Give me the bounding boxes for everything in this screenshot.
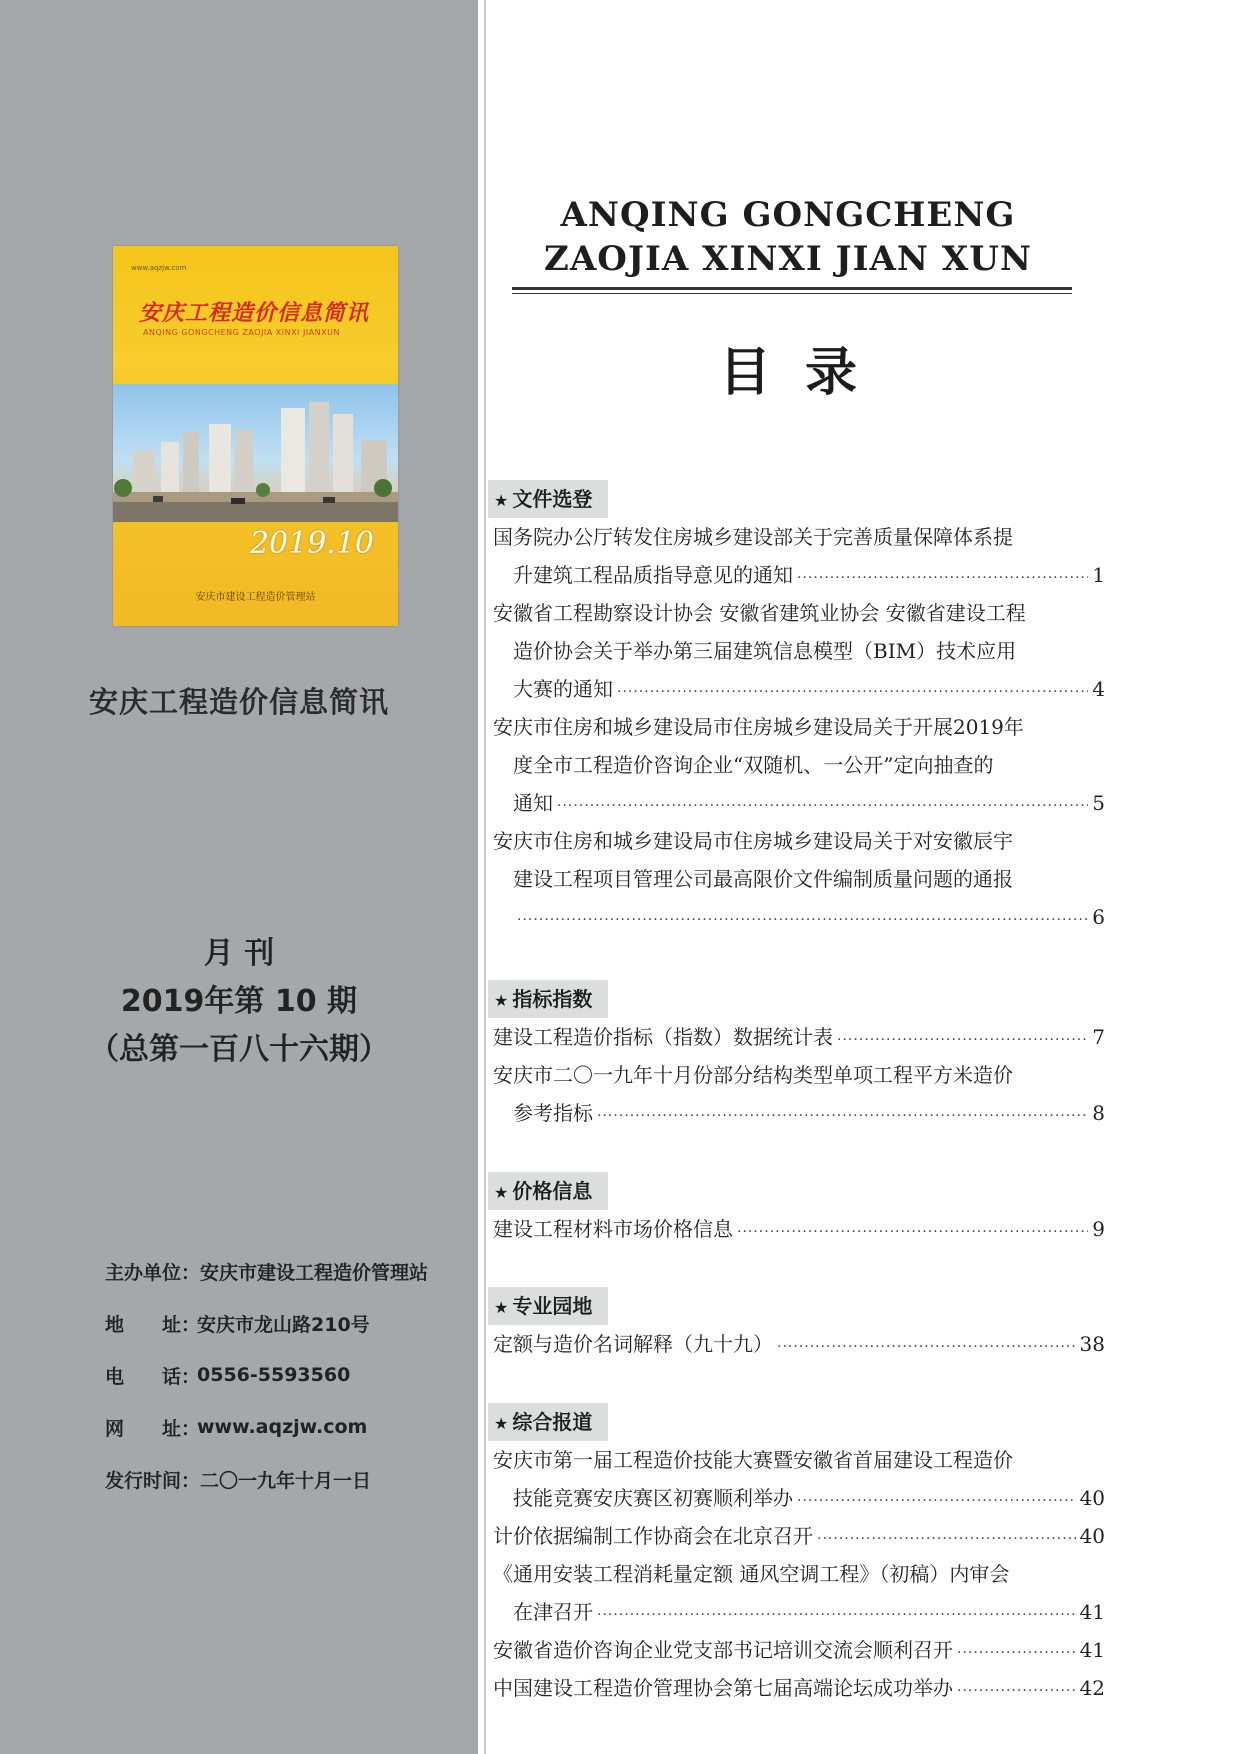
cover-url: www.aqzjw.com <box>131 264 187 272</box>
toc-entry-text: 安庆市二〇一九年十月份部分结构类型单项工程平方米造价 <box>493 1063 1013 1087</box>
toc-entry-line <box>493 1056 1105 1094</box>
toc-entry[interactable] <box>493 1555 1105 1631</box>
info-row-address <box>105 1297 428 1349</box>
section-tag <box>488 480 608 518</box>
toc-entry-text: 在津召开 <box>513 1600 593 1624</box>
toc-page-number: 6 <box>1092 905 1105 929</box>
header-title-line2: ZAOJIA XINXI JIAN XUN <box>544 239 1032 279</box>
toc-entry-text: 度全市工程造价咨询企业“双随机、一公开”定向抽查的 <box>513 753 994 777</box>
toc-entry[interactable] <box>493 1669 1105 1707</box>
toc-entry-last-line <box>493 1325 1105 1363</box>
publication-info <box>105 1245 428 1505</box>
toc-page-number: 4 <box>1092 677 1105 701</box>
star-icon: ★ <box>494 1414 509 1433</box>
toc-entry[interactable] <box>493 1517 1105 1555</box>
toc-entry-line <box>493 708 1105 746</box>
toc-entry-text: 安庆市住房和城乡建设局市住房城乡建设局关于开展2019年 <box>493 715 1024 739</box>
section-tag <box>488 1403 608 1441</box>
toc-entry-text: 建设工程造价指标（指数）数据统计表 <box>493 1025 833 1049</box>
toc-entry-last-line <box>493 1094 1105 1132</box>
star-icon: ★ <box>494 1298 509 1317</box>
dot-leader <box>617 673 1088 711</box>
toc-entry-last-line <box>493 670 1105 708</box>
cover-title: 安庆工程造价信息简讯 <box>139 300 370 326</box>
toc-entry[interactable] <box>493 518 1105 594</box>
journal-name: 安庆工程造价信息简讯 <box>88 685 389 719</box>
toc-page-number: 41 <box>1079 1600 1105 1624</box>
toc-entry-text: 安庆市第一届工程造价技能大赛暨安徽省首届建设工程造价 <box>493 1448 1013 1472</box>
toc-page-number: 7 <box>1092 1025 1105 1049</box>
toc-entry-text: 通知 <box>513 791 553 815</box>
toc-page-number: 38 <box>1079 1332 1105 1356</box>
dot-leader <box>957 1634 1076 1672</box>
dot-leader <box>597 1596 1076 1634</box>
toc-entry-text: 建设工程项目管理公司最高限价文件编制质量问题的通报 <box>513 867 1013 891</box>
issue-type: 月 刊 <box>203 936 275 971</box>
info-label: 主办单位： <box>105 1261 201 1284</box>
toc-entry-last-line <box>493 1593 1105 1631</box>
toc-entry[interactable] <box>493 1056 1105 1132</box>
dot-leader <box>797 1482 1076 1520</box>
toc-entry-last-line <box>493 1018 1105 1056</box>
issue-total: （总第一百八十六期） <box>89 1032 389 1067</box>
info-label: 地 址： <box>105 1313 201 1336</box>
toc-entry-text: 大赛的通知 <box>513 677 613 701</box>
cover-subtitle: ANQING GONGCHENG ZAOJIA XINXI JIANXUN <box>143 328 340 337</box>
toc-entry-last-line <box>493 1669 1105 1707</box>
dot-leader <box>817 1520 1076 1558</box>
toc-entry-last-line <box>493 1479 1105 1517</box>
toc-entry-text: 造价协会关于举办第三届建筑信息模型（BIM）技术应用 <box>513 639 1017 663</box>
toc-entry-text: 参考指标 <box>513 1101 593 1125</box>
issue-block <box>0 930 478 1074</box>
star-icon: ★ <box>494 491 509 510</box>
info-value: 二〇一九年十月一日 <box>200 1469 372 1492</box>
toc-page-number: 9 <box>1092 1217 1105 1241</box>
info-value: 安庆市建设工程造价管理站 <box>200 1261 429 1284</box>
toc-page-number: 5 <box>1092 791 1105 815</box>
toc-entry-last-line <box>493 556 1105 594</box>
toc-entry[interactable] <box>493 594 1105 708</box>
toc-entry[interactable] <box>493 822 1105 936</box>
info-row-publish-date <box>105 1453 428 1505</box>
toc-entry-line <box>493 860 1105 898</box>
toc-entry-line <box>493 822 1105 860</box>
toc-page-number: 40 <box>1079 1524 1105 1548</box>
header-rule <box>512 287 1072 294</box>
header-title <box>488 193 1088 281</box>
toc-entry-last-line <box>493 1210 1105 1248</box>
info-row-phone <box>105 1349 428 1401</box>
info-label: 网 址： <box>105 1417 201 1440</box>
issue-number: 2019年第 10 期 <box>120 984 358 1019</box>
toc-entry[interactable] <box>493 1325 1105 1363</box>
info-label: 电 话： <box>105 1365 201 1388</box>
section-tag <box>488 980 608 1018</box>
section-name: 专业园地 <box>512 1294 593 1318</box>
toc-entry-line <box>493 632 1105 670</box>
toc-entry-text: 技能竞赛安庆赛区初赛顺利举办 <box>513 1486 793 1510</box>
toc-entry-line <box>493 518 1105 556</box>
cover-issue-number: 2019.10 <box>249 526 374 561</box>
dot-leader <box>737 1213 1088 1251</box>
dot-leader <box>597 1097 1088 1135</box>
panel-divider <box>484 0 486 1754</box>
info-value: 0556-5593560 <box>197 1364 351 1386</box>
toc-entry-last-line <box>493 898 1105 936</box>
cover-thumbnail <box>113 246 398 626</box>
toc-heading: 目录 <box>718 343 891 403</box>
info-value: 安庆市龙山路210号 <box>197 1313 370 1336</box>
star-icon: ★ <box>494 1183 509 1202</box>
toc-entry[interactable] <box>493 1210 1105 1248</box>
toc-entry-text: 升建筑工程品质指导意见的通知 <box>513 563 793 587</box>
toc-entry[interactable] <box>493 1018 1105 1056</box>
toc-entry-text: 国务院办公厅转发住房城乡建设部关于完善质量保障体系提 <box>493 525 1013 549</box>
section-tag <box>488 1172 608 1210</box>
toc-page-number: 1 <box>1092 563 1105 587</box>
info-value: www.aqzjw.com <box>197 1416 368 1438</box>
star-icon: ★ <box>494 991 509 1010</box>
dot-leader <box>837 1021 1088 1059</box>
toc-entry-line <box>493 1441 1105 1479</box>
toc-entry-text: 建设工程材料市场价格信息 <box>493 1217 733 1241</box>
toc-entry-last-line <box>493 1517 1105 1555</box>
toc-entry-last-line <box>493 1631 1105 1669</box>
dot-leader <box>777 1328 1076 1366</box>
toc-entry-text: 定额与造价名词解释（九十九） <box>493 1332 773 1356</box>
section-name: 指标指数 <box>512 987 593 1011</box>
toc-entry[interactable] <box>493 708 1105 822</box>
toc-entry-text: 中国建设工程造价管理协会第七届高端论坛成功举办 <box>493 1676 953 1700</box>
toc-entry-text: 安徽省造价咨询企业党支部书记培训交流会顺利召开 <box>493 1638 953 1662</box>
dot-leader <box>797 559 1088 597</box>
toc-entry-last-line <box>493 784 1105 822</box>
dot-leader <box>517 901 1088 939</box>
toc-entry-line <box>493 1555 1105 1593</box>
toc-page-number: 8 <box>1092 1101 1105 1125</box>
header-title-line1: ANQING GONGCHENG <box>560 195 1016 235</box>
dot-leader <box>957 1672 1076 1710</box>
toc-entry-text: 《通用安装工程消耗量定额 通风空调工程》（初稿）内审会 <box>493 1562 1010 1586</box>
section-name: 综合报道 <box>512 1410 593 1434</box>
toc-entry-line <box>493 746 1105 784</box>
dot-leader <box>557 787 1088 825</box>
info-row-website <box>105 1401 428 1453</box>
section-tag <box>488 1287 608 1325</box>
section-name: 价格信息 <box>512 1179 593 1203</box>
cover-city-photo <box>113 384 398 522</box>
info-label: 发行时间： <box>105 1469 201 1492</box>
info-row-sponsor <box>105 1245 428 1297</box>
toc-entry-text: 计价依据编制工作协商会在北京召开 <box>493 1524 813 1548</box>
toc-entry[interactable] <box>493 1441 1105 1517</box>
toc-entry-text: 安徽省工程勘察设计协会 安徽省建筑业协会 安徽省建设工程 <box>493 601 1026 625</box>
city-skyline-image <box>113 384 398 522</box>
cover-publisher: 安庆市建设工程造价管理站 <box>195 592 316 603</box>
toc-page-number: 42 <box>1079 1676 1105 1700</box>
toc-page-number: 40 <box>1079 1486 1105 1510</box>
section-name: 文件选登 <box>512 487 593 511</box>
toc-entry-text: 安庆市住房和城乡建设局市住房城乡建设局关于对安徽辰宇 <box>493 829 1013 853</box>
toc-entry-line <box>493 594 1105 632</box>
toc-entry[interactable] <box>493 1631 1105 1669</box>
toc-page-number: 41 <box>1079 1638 1105 1662</box>
